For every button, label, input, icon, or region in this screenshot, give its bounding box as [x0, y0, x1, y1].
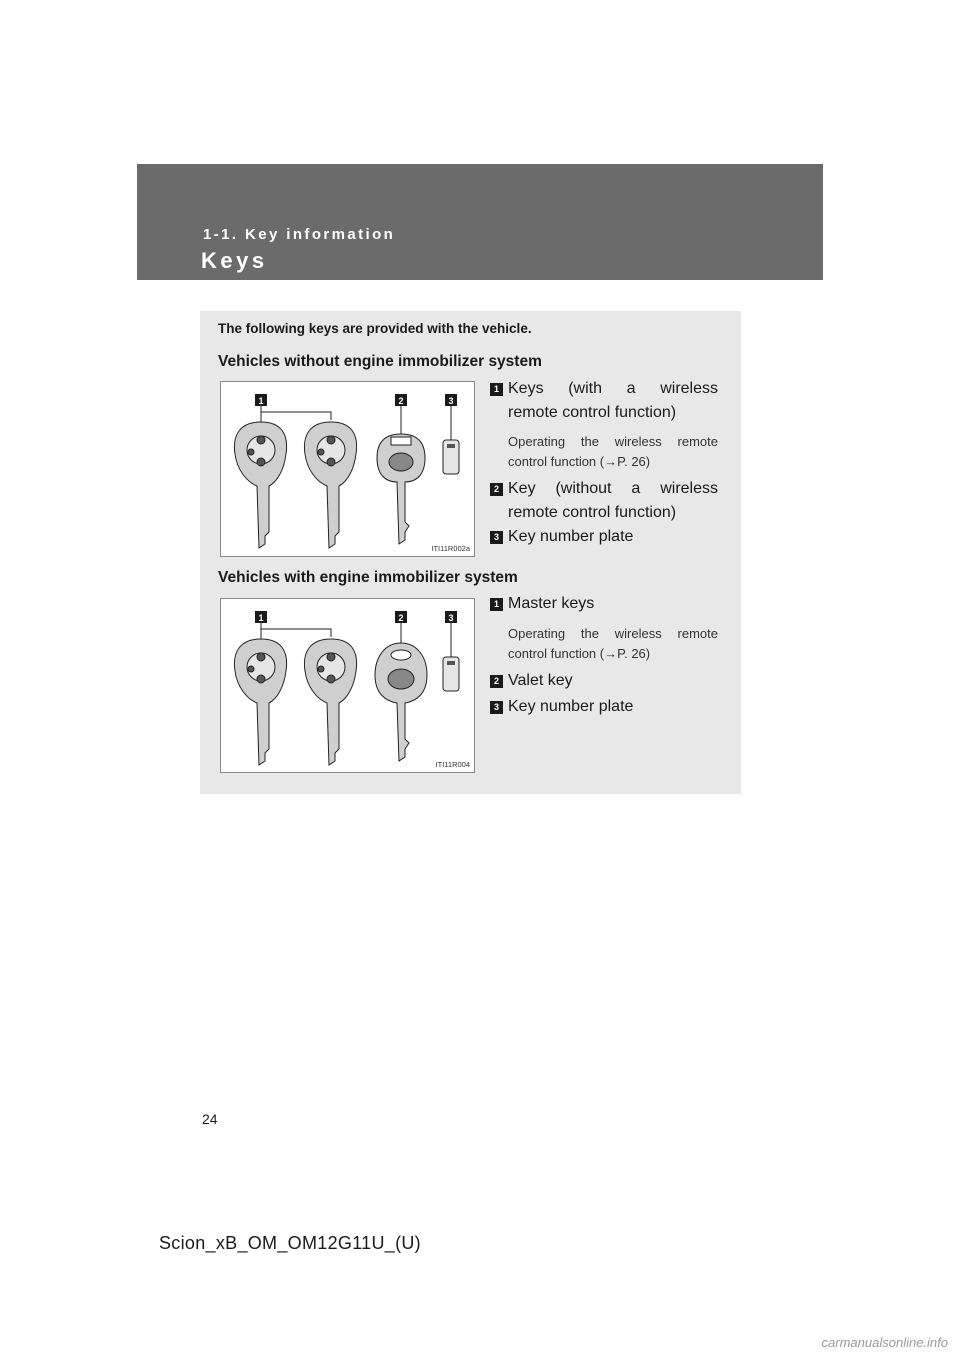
- callout-1-number: 1: [258, 396, 264, 406]
- remote-key-icon: [304, 639, 356, 765]
- item-number-badge: 2: [490, 675, 503, 688]
- callout-1-badge: [255, 611, 267, 623]
- callout-3-number: 3: [448, 613, 454, 623]
- list-item: [490, 477, 718, 525]
- item-number-badge: 1: [490, 598, 503, 611]
- section-heading-without-immobilizer: Vehicles without engine immobilizer system: [218, 353, 542, 370]
- item-number-badge: 1: [490, 383, 503, 396]
- item-number-badge: 3: [490, 531, 503, 544]
- callout-2-number: 2: [398, 613, 404, 623]
- callout-3-badge: [445, 394, 457, 406]
- page-title: Keys: [201, 248, 268, 273]
- item-note: [508, 432, 718, 472]
- note-line: Operating the wireless remote: [508, 434, 718, 449]
- callout-2-badge: [395, 394, 407, 406]
- callout-3-number: 3: [448, 396, 454, 406]
- note-line: control function (→P. 26): [508, 646, 651, 661]
- note-line: Operating the wireless remote: [508, 626, 718, 641]
- callout-1-badge: [255, 394, 267, 406]
- item-label: Master keys: [508, 595, 595, 612]
- item-label: Keys (with a wireless: [508, 380, 718, 397]
- callout-3-badge: [445, 611, 457, 623]
- item-label: Key number plate: [508, 528, 634, 545]
- remote-key-icon: [304, 422, 356, 548]
- key-icon: [377, 434, 425, 544]
- callout-1-number: 1: [258, 613, 264, 623]
- list-item: [490, 377, 718, 425]
- remote-key-icon: [234, 639, 286, 765]
- watermark: carmanualsonline.info: [821, 1335, 948, 1350]
- key-number-plate-icon: [443, 440, 459, 474]
- note-line: control function (→P. 26): [508, 454, 651, 469]
- section-header: [137, 164, 823, 280]
- item-label: Key number plate: [508, 698, 634, 715]
- intro-text: The following keys are provided with the vehicle.: [218, 321, 532, 336]
- document-id: Scion_xB_OM_OM12G11U_(U): [159, 1233, 421, 1253]
- list-item: [490, 695, 718, 719]
- list-item: [490, 525, 718, 549]
- item-label: Valet key: [508, 672, 573, 689]
- valet-key-icon: [375, 643, 427, 761]
- keys-illustration-without-immobilizer: [220, 381, 475, 557]
- figure-code: ITI11R004: [435, 760, 470, 769]
- list-item: [490, 592, 718, 616]
- item-label: remote control function): [508, 404, 677, 421]
- section-heading-with-immobilizer: Vehicles with engine immobilizer system: [218, 569, 518, 586]
- item-number-badge: 3: [490, 701, 503, 714]
- key-number-plate-icon: [443, 657, 459, 691]
- callout-2-number: 2: [398, 396, 404, 406]
- item-number-badge: 2: [490, 483, 503, 496]
- item-label: remote control function): [508, 504, 677, 521]
- keys-illustration-with-immobilizer: [220, 598, 475, 773]
- section-label: 1-1. Key information: [203, 226, 396, 243]
- callout-2-badge: [395, 611, 407, 623]
- item-note: [508, 624, 718, 664]
- list-item: [490, 669, 718, 693]
- page-number: 24: [202, 1111, 218, 1127]
- figure-code: ITI11R002a: [431, 544, 470, 553]
- item-label: Key (without a wireless: [508, 480, 718, 497]
- key-drawing: [221, 599, 474, 772]
- key-drawing: [221, 382, 474, 556]
- remote-key-icon: [234, 422, 286, 548]
